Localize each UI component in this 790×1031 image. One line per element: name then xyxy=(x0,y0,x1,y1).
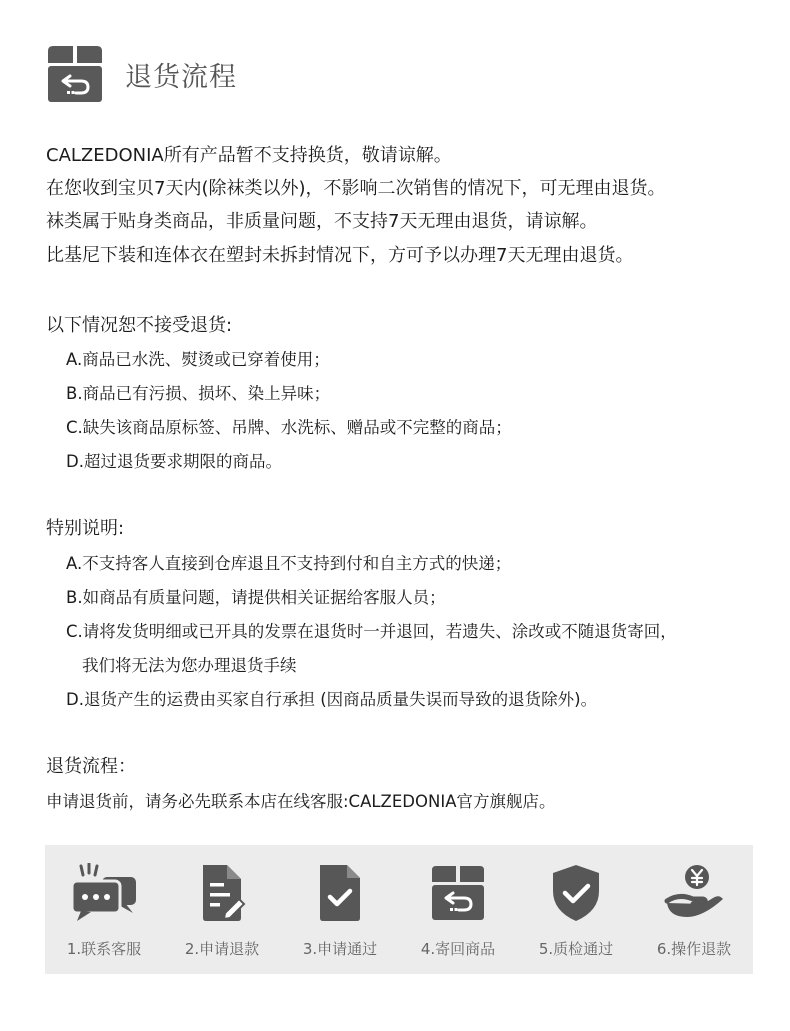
document-check-icon xyxy=(305,863,375,923)
process-step xyxy=(281,845,399,974)
chat-bubbles-icon xyxy=(69,863,139,923)
special-item-continuation: 我们将无法为您办理退货手续 xyxy=(82,656,297,675)
step-label: 6.操作退款 xyxy=(656,940,732,958)
policy-line: CALZEDONIA所有产品暂不支持换货，敬请谅解。 xyxy=(46,145,452,166)
process-step xyxy=(517,845,635,974)
process-heading: 退货流程： xyxy=(46,756,136,777)
refusal-item: D.超过退货要求期限的商品。 xyxy=(66,452,282,471)
step-label: 3.申请通过 xyxy=(302,940,378,958)
process-step xyxy=(45,845,163,974)
refusal-heading: 以下情况恕不接受退货: xyxy=(46,315,233,336)
page-title: 退货流程 xyxy=(125,61,237,93)
process-note: 申请退货前，请务必先联系本店在线客服:CALZEDONIA官方旗舰店。 xyxy=(46,792,556,811)
policy-line: 比基尼下装和连体衣在塑封未拆封情况下，方可予以办理7天无理由退货。 xyxy=(46,245,634,266)
process-step xyxy=(399,845,517,974)
shield-check-icon xyxy=(541,863,611,923)
process-step xyxy=(635,845,753,974)
step-label: 4.寄回商品 xyxy=(420,940,496,958)
page-header xyxy=(46,45,237,103)
process-steps-panel xyxy=(45,845,753,974)
special-item: D.退货产生的运费由买家自行承担 (因商品质量失误而导致的退货除外)。 xyxy=(66,690,598,709)
policy-line: 在您收到宝贝7天内(除袜类以外)，不影响二次销售的情况下，可无理由退货。 xyxy=(46,178,666,199)
return-box-icon xyxy=(423,863,493,923)
special-heading: 特别说明: xyxy=(46,518,125,539)
refusal-item: A.商品已水洗、熨烫或已穿着使用； xyxy=(66,350,330,369)
process-step xyxy=(163,845,281,974)
document-edit-icon xyxy=(187,863,257,923)
step-label: 5.质检通过 xyxy=(538,940,614,958)
special-item: A.不支持客人直接到仓库退且不支持到付和自主方式的快递； xyxy=(66,554,512,573)
step-label: 2.申请退款 xyxy=(184,940,260,958)
refusal-item: B.商品已有污损、损坏、染上异味； xyxy=(66,384,331,403)
special-item: C.请将发货明细或已开具的发票在退货时一并退回，若遗失、涂改或不随退货寄回， xyxy=(66,622,677,641)
step-label: 1.联系客服 xyxy=(66,940,142,958)
policy-line: 袜类属于贴身类商品，非质量问题，不支持7天无理由退货，请谅解。 xyxy=(46,211,598,232)
hand-yen-coin-icon xyxy=(659,863,729,923)
refusal-item: C.缺失该商品原标签、吊牌、水洗标、赠品或不完整的商品； xyxy=(66,418,512,437)
special-item: B.如商品有质量问题，请提供相关证据给客服人员； xyxy=(66,588,446,607)
return-box-icon xyxy=(46,45,104,103)
